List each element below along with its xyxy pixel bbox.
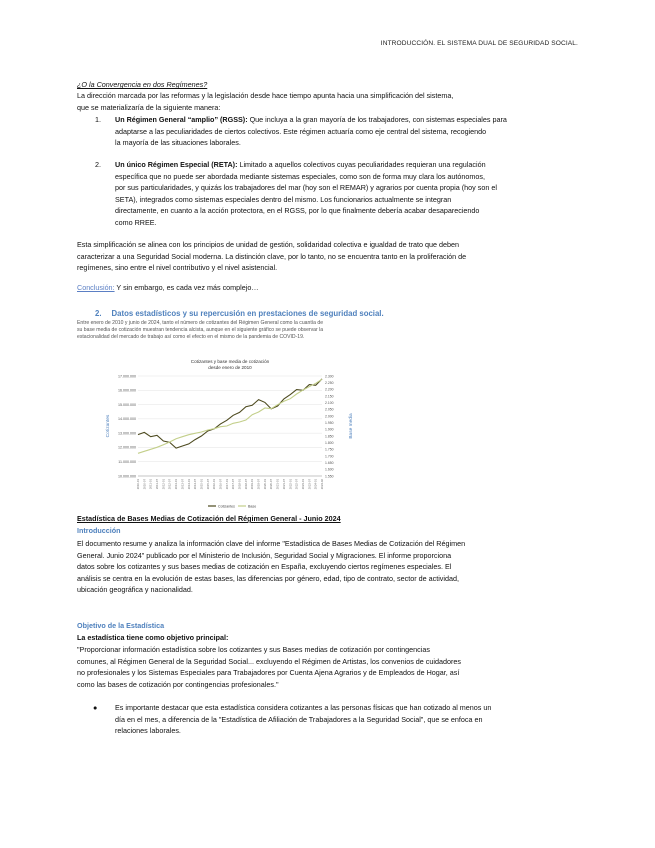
intro-text-line: ubicación geográfica y nacionalidad.: [77, 585, 193, 594]
bullet-icon: ●: [93, 703, 98, 712]
list-text: Limitado a aquellos colectivos cuyas peculiaridades requieran una regulación: [237, 160, 486, 169]
x-tick-label: 2016-01: [212, 479, 217, 490]
list-text: por sus particularidades, y quizás los trabajadores del mar (hoy son el REMAR) y agrarios por cuenta propia (hoy son el: [115, 183, 497, 192]
intro-text-line: General. Junio 2024" publicado por el Ministerio de Inclusión, Seguridad Social y Migraciones. El informe proporciona: [77, 550, 452, 560]
y2-tick-label: 1.750: [325, 447, 334, 452]
x-tick-label: 2014-01: [186, 479, 191, 490]
x-tick-label: 2010-07: [142, 479, 147, 490]
y2-tick-label: 1.900: [325, 427, 334, 432]
x-tick-label: 2024-01: [313, 479, 318, 490]
x-tick-label: 2012-01: [161, 479, 166, 490]
x-tick-label: 2017-07: [231, 479, 236, 490]
x-tick-label: 2020-07: [269, 479, 274, 490]
outro-line: Esta simplificación se alinea con los principios de unidad de gestión, solidaridad colectiva e igualdad de trato que deben: [77, 240, 459, 249]
cotizantes-chart: [100, 354, 360, 514]
y2-tick-label: 1.600: [325, 467, 334, 472]
section-number: 2.: [95, 309, 102, 318]
section-heading: [95, 309, 384, 318]
conclusion-text: Y sin embargo, es cada vez más complejo…: [114, 283, 259, 292]
estadistica-title: Estadística de Bases Medias de Cotización del Régimen General - Junio 2024: [77, 514, 341, 523]
chart-caption: [77, 320, 347, 341]
list-text: SETA), integrados como sistemas especiales dentro del mismo. Los funcionarios actualmente se integran: [115, 194, 452, 204]
intro-paragraph: [77, 538, 577, 596]
x-tick-label: 2022-07: [294, 479, 299, 490]
y2-tick-label: 2.250: [325, 380, 334, 385]
x-tick-label: 2015-01: [199, 479, 204, 490]
list-text: directamente, en cuanto a la acción protectora, en el RGSS, por lo que finalmente debería acabar desapareciendo: [115, 206, 480, 215]
intro-line: La dirección marcada por las reformas y la legislación desde hace tiempo apunta hacia una simplificación del sistema,: [77, 91, 454, 100]
list-number: 1.: [95, 115, 101, 124]
y-tick-label: 11.000.000: [118, 460, 136, 465]
y-tick-label: 13.000.000: [118, 431, 136, 436]
bullet-line: relaciones laborales.: [115, 726, 181, 735]
y2-axis-label: Base media: [349, 413, 354, 439]
quote-line: como las bases de cotización por contingencias profesionales.": [77, 679, 279, 689]
y2-tick-label: 1.850: [325, 434, 334, 439]
y-tick-label: 10.000.000: [118, 474, 136, 479]
y-tick-label: 12.000.000: [118, 445, 136, 450]
caption-line: su base media de cotización muestran tendencia alcista, aunque en el siguiente gráfico se puede observar la: [77, 327, 324, 333]
y2-tick-label: 2.000: [325, 414, 334, 419]
list-text: específica que no puede ser abordada mediante sistemas especiales, como son de forma muy clara los autónomos,: [115, 171, 485, 181]
x-tick-label: 2010-01: [136, 479, 140, 490]
y-tick-label: 17.000.000: [118, 374, 136, 379]
list-text: Que incluya a la gran mayoría de los trabajadores, con sistemas especiales para: [247, 115, 507, 124]
x-tick-label: 2020-01: [262, 479, 267, 490]
bullet-line: Es importante destacar que esta estadística considera cotizantes a las personas físicas que han cotizado al menos un: [115, 703, 492, 712]
y2-tick-label: 2.150: [325, 394, 334, 399]
list-text: como RREE.: [115, 217, 157, 227]
running-header: INTRODUCCIÓN. EL SISTEMA DUAL DE SEGURIDAD SOCIAL.: [380, 40, 578, 47]
conclusion-label: Conclusión:: [77, 283, 115, 292]
chart-title: Cotizantes y base media de cotización: [190, 359, 270, 364]
list-text: la mayoría de las situaciones laborales.: [115, 138, 241, 147]
y2-tick-label: 2.200: [325, 387, 334, 392]
x-tick-label: 2021-07: [281, 479, 286, 490]
chart-subtitle: desde enero de 2010: [208, 365, 252, 370]
intro-text-line: datos sobre los cotizantes y sus bases medias de cotización en España, excluyendo ciertos regímenes especiales. El: [77, 562, 452, 571]
x-tick-label: 2016-07: [218, 479, 223, 490]
x-tick-label: 2019-01: [250, 479, 255, 490]
objetivo-subheading: La estadística tiene como objetivo principal:: [77, 633, 229, 642]
y2-tick-label: 2.100: [325, 400, 334, 405]
x-tick-label: 2013-01: [174, 479, 179, 490]
objetivo-quote: [77, 644, 577, 690]
x-tick-label: 2011-07: [155, 479, 160, 490]
quote-line: comunes, al Régimen General de la Seguridad Social... excluyendo el Régimen de Artistas, los convenios de cuidadores: [77, 656, 461, 666]
list-lead: Un Régimen General “amplio” (RGSS):: [115, 115, 248, 124]
y-tick-label: 15.000.000: [118, 402, 136, 407]
x-tick-label: 2023-07: [307, 479, 312, 490]
y2-tick-label: 1.800: [325, 440, 334, 445]
y2-tick-label: 1.550: [325, 474, 334, 479]
y-axis-label: Cotizantes: [106, 414, 111, 438]
outro-line: caracterizar a una Seguridad Social moderna. La distinción clave, por lo tanto, no se encuentra tanto en la proliferación de: [77, 251, 467, 261]
y2-tick-label: 1.650: [325, 460, 334, 465]
bullet-line: día en el mes, a diferencia de la "Estadística de Afiliación de Trabajadores a la Seguridad Social", que se enfoca en: [115, 714, 483, 724]
x-tick-label: 2011-01: [148, 479, 153, 490]
quote-line: "Proporcionar información estadística sobre los cotizantes y sus Bases medias de cotización por contingencias: [77, 645, 430, 654]
x-tick-label: 2017-01: [224, 479, 229, 490]
x-tick-label: 2014-07: [193, 479, 198, 490]
quote-line: no profesionales y los Sistemas Especiales para Trabajadores por Cuenta Ajena Agrarios y de Empleados de Hogar, así: [77, 668, 460, 677]
caption-line: estacionalidad del mercado de trabajo así como el efecto en el mismo de la pandemia de COVID-19.: [77, 334, 305, 340]
legend-label: Cotizantes: [218, 504, 235, 509]
x-tick-label: 2022-01: [288, 479, 293, 490]
x-tick-label: 2012-07: [167, 479, 172, 490]
x-tick-label: 2021-01: [275, 479, 280, 490]
y2-tick-label: 2.300: [325, 374, 334, 379]
section-title: ¿O la Convergencia en dos Regímenes?: [77, 80, 208, 89]
objetivo-heading: Objetivo de la Estadística: [77, 621, 165, 630]
section-heading-text: Datos estadísticos y su repercusión en prestaciones de seguridad social.: [111, 309, 384, 318]
y2-tick-label: 1.950: [325, 420, 334, 425]
x-tick-label: 2019-07: [256, 479, 261, 490]
series-line-cotizantes: [138, 379, 322, 448]
legend-label: Base: [248, 504, 257, 509]
y2-tick-label: 1.700: [325, 454, 334, 459]
intro-line: que se materializaría de la siguiente manera:: [77, 102, 221, 112]
x-tick-label: 2013-07: [180, 479, 185, 490]
x-tick-label: 2015-07: [205, 479, 210, 490]
x-tick-label: 2023-01: [300, 479, 305, 490]
outro-line: regímenes, sino entre el nivel contributivo y el nivel asistencial.: [77, 263, 278, 272]
y2-tick-label: 2.050: [325, 407, 334, 412]
list-text: adaptarse a las peculiaridades de ciertos colectivos. Este régimen actuaría como eje central del sistema, recogiendo: [115, 126, 487, 136]
x-tick-label: 2018-01: [237, 479, 242, 490]
conclusion: [77, 282, 577, 294]
list-lead: Un único Régimen Especial (RETA):: [115, 160, 238, 169]
x-tick-label: 2018-07: [243, 479, 248, 490]
intro-heading: Introducción: [77, 526, 121, 535]
list-number: 2.: [95, 160, 101, 169]
bullet-paragraph: [115, 702, 577, 737]
y-tick-label: 14.000.000: [118, 417, 136, 422]
x-tick-label: 2024-06: [320, 479, 324, 490]
intro-text-line: El documento resume y analiza la información clave del informe "Estadística de Bases Medias de Cotización del Régimen: [77, 539, 466, 548]
intro-text-line: análisis se centra en la evolución de estas bases, las diferencias por género, edad, tipo de contrato, sector de actividad,: [77, 573, 459, 583]
y-tick-label: 16.000.000: [118, 388, 136, 393]
outro-paragraph: [77, 239, 577, 274]
caption-line: Entre enero de 2010 y junio de 2024, tanto el número de cotizantes del Régimen General como la cuantía de: [77, 320, 324, 326]
